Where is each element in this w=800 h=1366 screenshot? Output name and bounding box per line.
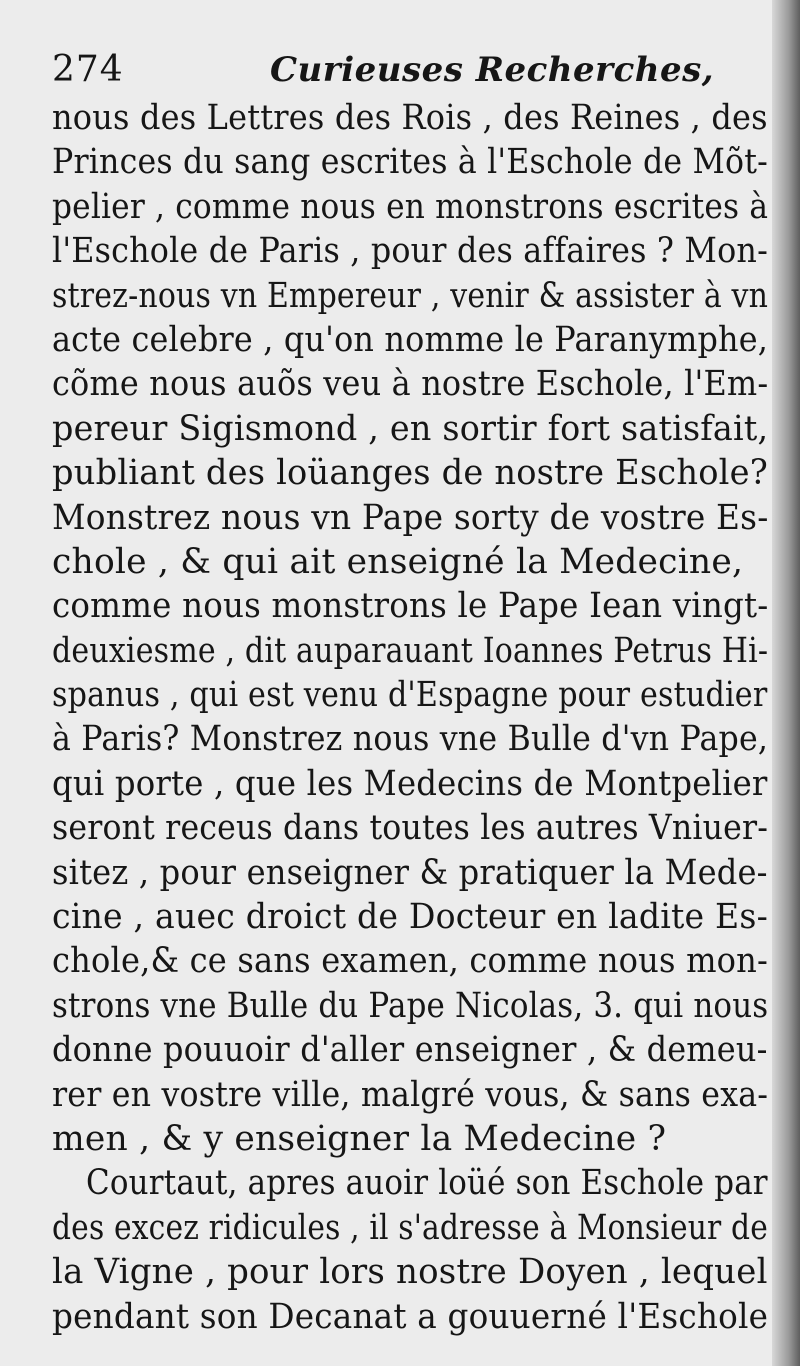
text-line: l'Eschole de Paris , pour des affaires ? Mon- [52, 231, 768, 272]
text-line: Monstrez nous vn Pape sorty de vostre Es- [52, 497, 769, 538]
running-title: Curieuses Recherches, [270, 50, 715, 90]
page-number: 274 [52, 49, 124, 90]
text-line: à Paris? Monstrez nous vne Bulle d'vn Pape, [52, 719, 769, 760]
text-line-paragraph-start: Courtaut, apres auoir loüé son Eschole par [86, 1163, 768, 1204]
text-line: pelier , comme nous en monstrons escrites à [52, 186, 769, 227]
text-line: cine , auec droict de Docteur en ladite Es- [52, 897, 768, 938]
text-line: acte celebre , qu'on nomme le Paranymphe, [52, 319, 769, 360]
text-line: nous des Lettres des Rois , des Reines , des [52, 98, 768, 138]
text-line: Princes du sang escrites à l'Eschole de Mõt- [52, 142, 769, 183]
text-line: chole,& ce sans examen, comme nous mon- [52, 941, 769, 982]
text-line: spanus , qui est venu d'Espagne pour estudier [52, 675, 768, 716]
text-line: cõme nous auõs veu à nostre Eschole, l'Em- [52, 364, 769, 405]
text-line: pendant son Decanat a gouuerné l'Eschole [52, 1296, 769, 1337]
text-line: pereur Sigismond , en sortir fort satisfait, [52, 408, 769, 449]
text-line: chole , & qui ait enseigné la Medecine, [52, 541, 744, 582]
text-line: comme nous monstrons le Pape Iean vingt- [52, 586, 769, 627]
body-text [52, 96, 768, 1339]
text-line: deuxiesme , dit auparauant Ioannes Petrus Hi- [52, 630, 769, 671]
text-line: donne pouuoir d'aller enseigner , & demeu- [52, 1030, 768, 1071]
text-line: qui porte , que les Medecins de Montpelier [52, 763, 768, 804]
page-header [52, 44, 772, 96]
text-line: la Vigne , pour lors nostre Doyen , lequel [52, 1252, 768, 1293]
text-line: strons vne Bulle du Pape Nicolas, 3. qui nous [52, 985, 769, 1026]
text-line: strez-nous vn Empereur , venir & assister à vn [52, 275, 769, 316]
text-line: publiant des loüanges de nostre Eschole? [52, 453, 768, 494]
text-line: sitez , pour enseigner & pratiquer la Mede- [52, 852, 768, 893]
text-line: seront receus dans toutes les autres Vniuer- [52, 808, 769, 849]
text-line: des excez ridicules , il s'adresse à Monsieur de [52, 1207, 768, 1248]
page-gutter-shadow [772, 0, 800, 1366]
text-line: men , & y enseigner la Medecine ? [52, 1118, 667, 1159]
text-line: rer en vostre ville, malgré vous, & sans exa- [52, 1074, 769, 1115]
